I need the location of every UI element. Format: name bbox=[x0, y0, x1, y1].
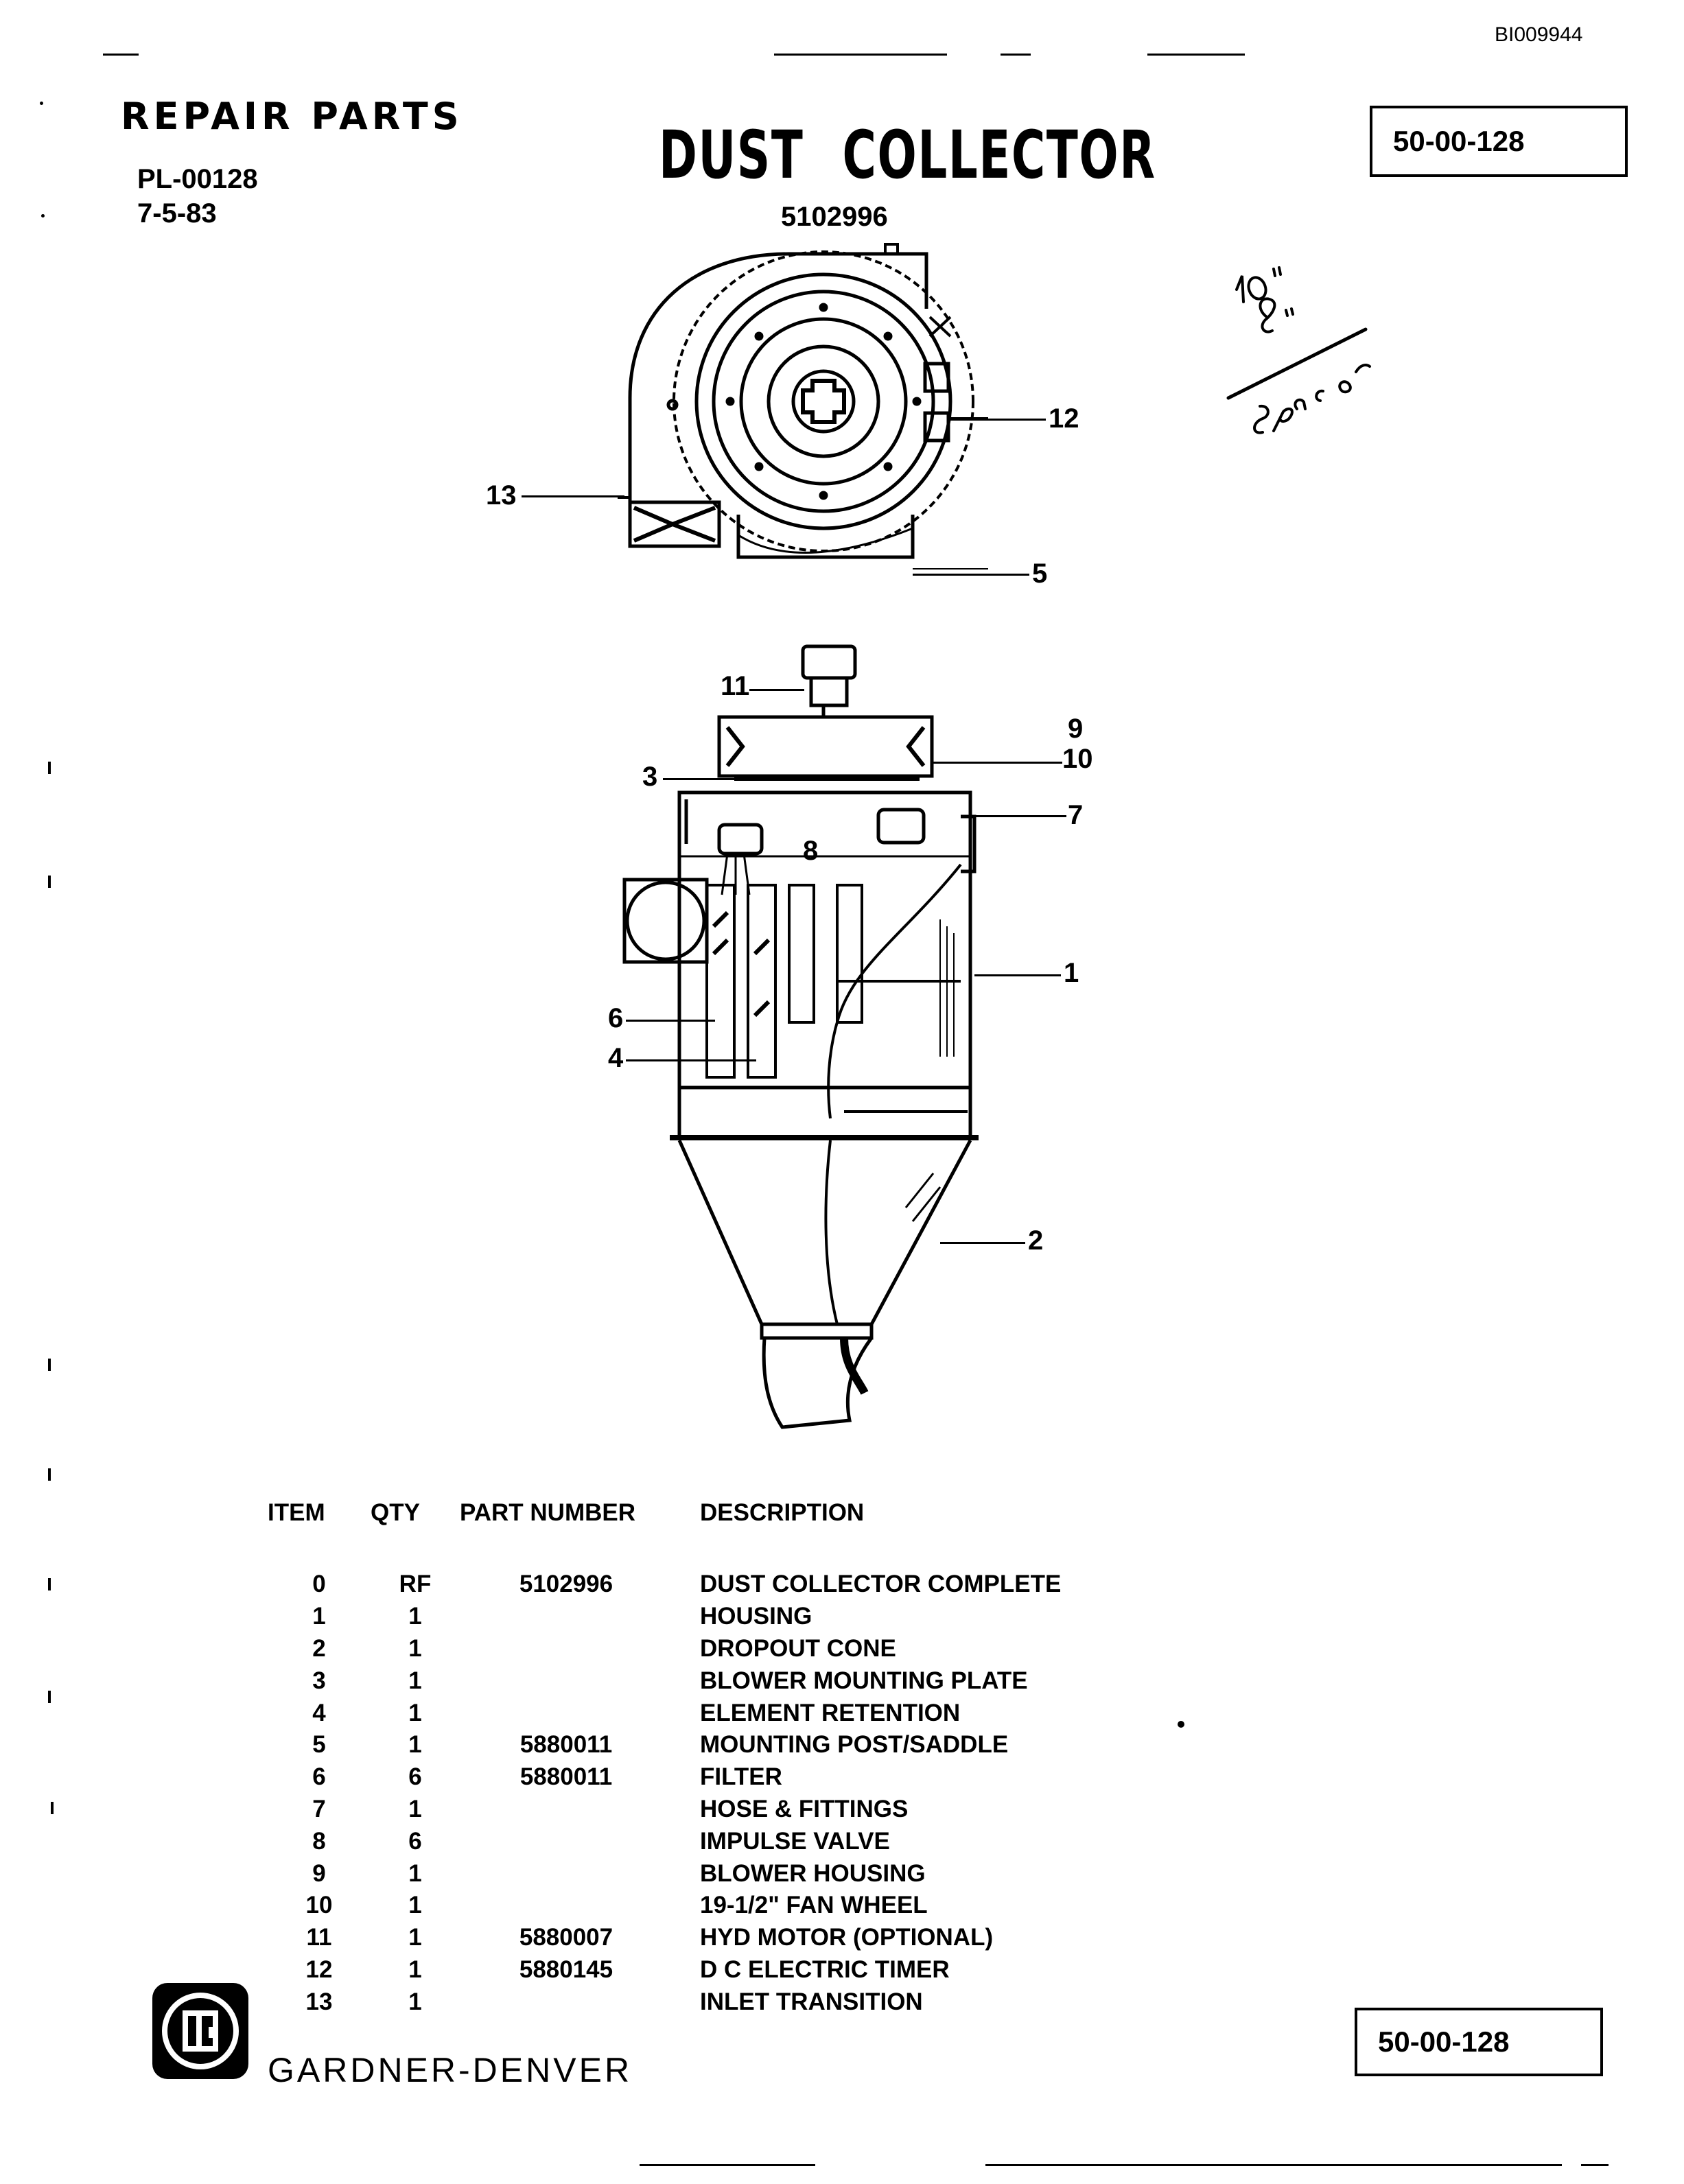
leader-6 bbox=[626, 1020, 715, 1022]
cell-item: 10 bbox=[305, 1892, 333, 1919]
parts-table bbox=[268, 1496, 1061, 2018]
leader-12 bbox=[950, 419, 1046, 421]
leader-3 bbox=[663, 778, 740, 780]
table-row bbox=[268, 1729, 1061, 1761]
cell-description: DUST COLLECTOR COMPLETE bbox=[700, 1571, 1062, 1598]
page-code-box-top bbox=[1370, 106, 1628, 177]
table-row bbox=[268, 1890, 1061, 1922]
cell-qty: 1 bbox=[408, 1667, 422, 1694]
scan-speck bbox=[48, 1359, 51, 1371]
cell-part-number: 5880007 bbox=[519, 1924, 613, 1951]
leader-4 bbox=[626, 1059, 756, 1061]
cell-part-number bbox=[460, 1890, 673, 1922]
table-row bbox=[268, 1986, 1061, 2018]
callout-9: 9 bbox=[1068, 714, 1084, 744]
cell-item: 9 bbox=[312, 1859, 326, 1887]
bottom-rule bbox=[985, 2164, 1562, 2166]
table-row bbox=[268, 1922, 1061, 1954]
leader-10 bbox=[933, 762, 1062, 764]
cell-description: ELEMENT RETENTION bbox=[700, 1699, 961, 1726]
callout-4: 4 bbox=[608, 1043, 624, 1073]
cell-qty: 1 bbox=[408, 1988, 422, 2015]
cell-item: 8 bbox=[312, 1827, 326, 1855]
cell-part-number bbox=[460, 1633, 673, 1665]
top-rule bbox=[1147, 54, 1245, 56]
scan-speck bbox=[51, 1802, 54, 1814]
scan-speck bbox=[48, 1691, 51, 1703]
callout-8: 8 bbox=[803, 836, 819, 866]
table-row bbox=[268, 1954, 1061, 1986]
cell-description: D C ELECTRIC TIMER bbox=[700, 1956, 950, 1983]
cell-description: IMPULSE VALVE bbox=[700, 1827, 890, 1855]
cell-part-number bbox=[460, 1857, 673, 1890]
cell-item: 7 bbox=[312, 1795, 326, 1822]
leader-11 bbox=[749, 689, 804, 691]
cell-part-number bbox=[460, 1825, 673, 1857]
pl-block bbox=[137, 162, 258, 231]
document-id: BI009944 bbox=[1495, 23, 1583, 46]
cell-description: INLET TRANSITION bbox=[700, 1988, 923, 2015]
table-row bbox=[268, 1601, 1061, 1633]
leader-7 bbox=[974, 815, 1066, 817]
cell-description: 19-1/2" FAN WHEEL bbox=[700, 1892, 928, 1919]
page-title: DUST COLLECTOR bbox=[659, 117, 1156, 193]
cell-item: 2 bbox=[312, 1634, 326, 1662]
parts-table-header bbox=[268, 1496, 1061, 1569]
cell-qty: 1 bbox=[408, 1795, 422, 1822]
cell-qty: 1 bbox=[408, 1731, 422, 1759]
cell-item: 0 bbox=[312, 1571, 326, 1598]
cell-part-number bbox=[460, 1601, 673, 1633]
repair-parts-heading: REPAIR PARTS bbox=[121, 95, 463, 138]
cell-item: 5 bbox=[312, 1731, 326, 1759]
bottom-rule bbox=[640, 2164, 815, 2166]
callout-1: 1 bbox=[1064, 958, 1079, 988]
header-qty: QTY bbox=[371, 1499, 420, 1526]
table-row bbox=[268, 1569, 1061, 1601]
cell-description: HYD MOTOR (OPTIONAL) bbox=[700, 1924, 994, 1951]
header-description: DESCRIPTION bbox=[700, 1499, 865, 1526]
cell-qty: RF bbox=[399, 1571, 432, 1598]
cell-qty: 1 bbox=[408, 1956, 422, 1983]
callout-10: 10 bbox=[1062, 744, 1093, 774]
company-name: GARDNER-DENVER bbox=[268, 2051, 633, 2089]
cell-qty: 1 bbox=[408, 1892, 422, 1919]
header-part-number: PART NUMBER bbox=[460, 1499, 636, 1526]
cell-qty: 6 bbox=[408, 1763, 422, 1791]
cell-item: 11 bbox=[306, 1924, 332, 1951]
cell-part-number: 5880011 bbox=[519, 1731, 613, 1759]
pl-number: PL-00128 bbox=[137, 164, 258, 194]
table-row bbox=[268, 1825, 1061, 1857]
top-view-drawing bbox=[618, 233, 988, 570]
callout-13: 13 bbox=[486, 480, 517, 510]
cell-qty: 6 bbox=[408, 1827, 422, 1855]
cell-description: HOUSING bbox=[700, 1603, 812, 1630]
cell-description: BLOWER HOUSING bbox=[700, 1859, 926, 1887]
leader-13 bbox=[522, 495, 624, 497]
page-code-top: 50-00-128 bbox=[1393, 125, 1525, 157]
callout-2: 2 bbox=[1028, 1225, 1044, 1256]
table-row bbox=[268, 1761, 1061, 1794]
cell-part-number: 5102996 bbox=[519, 1571, 613, 1598]
scan-speck bbox=[48, 762, 51, 774]
cell-part-number bbox=[460, 1986, 673, 2018]
header-item: ITEM bbox=[268, 1499, 325, 1526]
callout-3: 3 bbox=[642, 762, 658, 792]
cell-item: 1 bbox=[312, 1603, 326, 1630]
assembly-number: 5102996 bbox=[781, 202, 888, 232]
scan-speck bbox=[48, 876, 51, 888]
cell-qty: 1 bbox=[408, 1924, 422, 1951]
cell-item: 6 bbox=[312, 1763, 326, 1791]
leader-1 bbox=[974, 974, 1061, 976]
cell-item: 12 bbox=[305, 1956, 333, 1983]
table-row bbox=[268, 1633, 1061, 1665]
callout-7: 7 bbox=[1068, 800, 1084, 830]
cell-part-number: 5880145 bbox=[519, 1956, 613, 1983]
cell-description: HOSE & FITTINGS bbox=[700, 1795, 909, 1822]
table-row bbox=[268, 1794, 1061, 1826]
cell-qty: 1 bbox=[408, 1859, 422, 1887]
table-row bbox=[268, 1857, 1061, 1890]
cell-qty: 1 bbox=[408, 1699, 422, 1726]
callout-6: 6 bbox=[608, 1003, 624, 1033]
top-rule bbox=[103, 54, 139, 56]
leader-5 bbox=[913, 574, 1029, 576]
pl-date: 7-5-83 bbox=[137, 198, 217, 228]
cell-qty: 1 bbox=[408, 1603, 422, 1630]
cell-qty: 1 bbox=[408, 1634, 422, 1662]
top-rule bbox=[774, 54, 947, 56]
callout-11: 11 bbox=[721, 671, 750, 701]
gardner-denver-logo bbox=[152, 1983, 248, 2079]
cell-description: BLOWER MOUNTING PLATE bbox=[700, 1667, 1028, 1694]
cell-item: 13 bbox=[305, 1988, 333, 2015]
top-rule bbox=[1001, 54, 1031, 56]
cell-part-number bbox=[460, 1697, 673, 1729]
side-view-drawing bbox=[618, 638, 1002, 1448]
cell-description: DROPOUT CONE bbox=[700, 1634, 896, 1662]
bottom-rule bbox=[1581, 2164, 1609, 2166]
cell-item: 3 bbox=[312, 1667, 326, 1694]
scan-speck bbox=[1178, 1721, 1184, 1728]
scan-speck bbox=[48, 1578, 51, 1590]
cell-description: FILTER bbox=[700, 1763, 782, 1791]
scan-speck bbox=[40, 102, 43, 105]
cell-description: MOUNTING POST/SADDLE bbox=[700, 1731, 1009, 1759]
cell-item: 4 bbox=[312, 1699, 326, 1726]
page-code-bottom: 50-00-128 bbox=[1378, 2026, 1510, 2058]
handwritten-spacer-note bbox=[1221, 254, 1400, 460]
table-row bbox=[268, 1665, 1061, 1697]
scan-speck bbox=[48, 1468, 51, 1481]
callout-12: 12 bbox=[1049, 403, 1079, 434]
cell-part-number: 5880011 bbox=[519, 1763, 613, 1791]
cell-part-number bbox=[460, 1794, 673, 1826]
table-row bbox=[268, 1697, 1061, 1729]
callout-5: 5 bbox=[1032, 559, 1048, 589]
leader-2 bbox=[940, 1242, 1025, 1244]
page-code-box-bottom bbox=[1355, 2008, 1603, 2076]
cell-part-number bbox=[460, 1665, 673, 1697]
scan-speck bbox=[41, 214, 45, 218]
